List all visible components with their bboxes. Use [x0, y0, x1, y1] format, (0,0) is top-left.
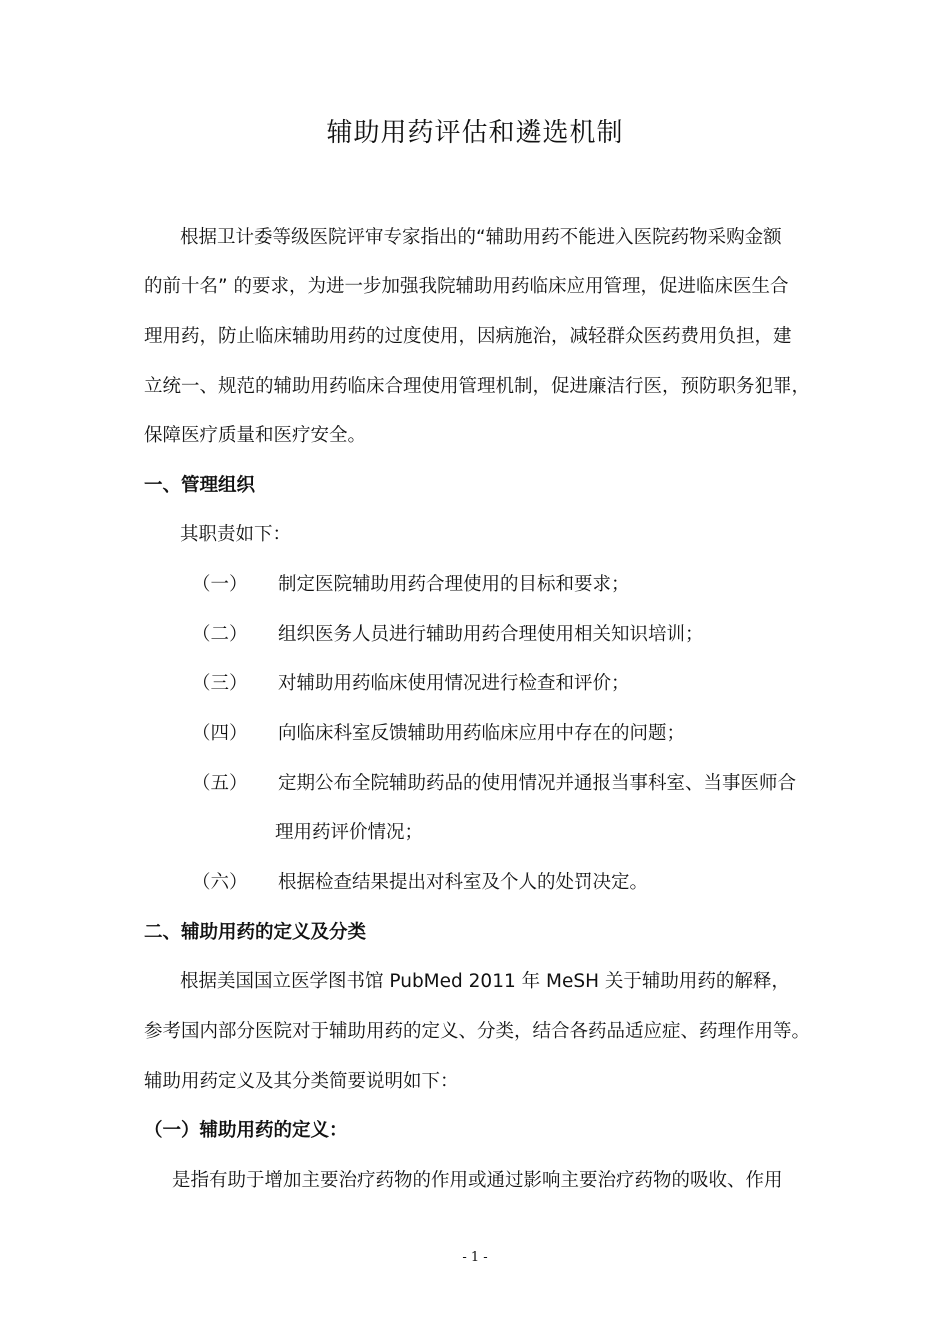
page-number: - 1 -: [462, 1250, 488, 1265]
intro-line: 的前十名” 的要求，为进一步加强我院辅助用药临床应用管理，促进临床医生合: [144, 276, 789, 297]
list-item: 制定医院辅助用药合理使用的目标和要求；: [278, 574, 630, 595]
list-item-marker: （一）: [192, 574, 248, 595]
list-item: 向临床科室反馈辅助用药临床应用中存在的问题；: [278, 723, 686, 744]
section1-lead: 其职责如下：: [180, 524, 292, 545]
list-item-marker: （三）: [192, 673, 248, 694]
list-item: 对辅助用药临床使用情况进行检查和评价；: [278, 673, 630, 694]
list-item-marker: （四）: [192, 723, 248, 744]
paragraph-line: 参考国内部分医院对于辅助用药的定义、分类，结合各药品适应症、药理作用等。: [144, 1021, 811, 1042]
paragraph-line: 根据美国国立医学图书馆 PubMed 2011 年 MeSH 关于辅助用药的解释，: [180, 971, 790, 992]
document-title: 辅助用药评估和遴选机制: [326, 118, 624, 148]
definition-text: 是指有助于增加主要治疗药物的作用或通过影响主要治疗药物的吸收、作用: [172, 1170, 783, 1191]
list-item-marker: （二）: [192, 624, 248, 645]
intro-line: 立统一、规范的辅助用药临床合理使用管理机制，促进廉洁行医，预防职务犯罪，: [144, 376, 811, 397]
list-item-continuation: 理用药评价情况；: [275, 822, 424, 843]
intro-line: 理用药，防止临床辅助用药的过度使用，因病施治，减轻群众医药费用负担，建: [144, 326, 792, 347]
section2-heading: 二、辅助用药的定义及分类: [144, 922, 367, 943]
list-item-marker: （六）: [192, 872, 248, 893]
section1-heading: 一、管理组织: [144, 475, 256, 496]
list-item: 组织医务人员进行辅助用药合理使用相关知识培训；: [278, 624, 704, 645]
subsection-heading: （一）辅助用药的定义：: [144, 1120, 348, 1141]
list-item: 根据检查结果提出对科室及个人的处罚决定。: [278, 872, 649, 893]
list-item: 定期公布全院辅助药品的使用情况并通报当事科室、当事医师合: [278, 773, 797, 794]
paragraph-line: 辅助用药定义及其分类简要说明如下：: [144, 1071, 459, 1092]
intro-line: 保障医疗质量和医疗安全。: [144, 425, 367, 446]
intro-line: 根据卫计委等级医院评审专家指出的“辅助用药不能进入医院药物采购金额: [180, 227, 782, 248]
list-item-marker: （五）: [192, 773, 248, 794]
